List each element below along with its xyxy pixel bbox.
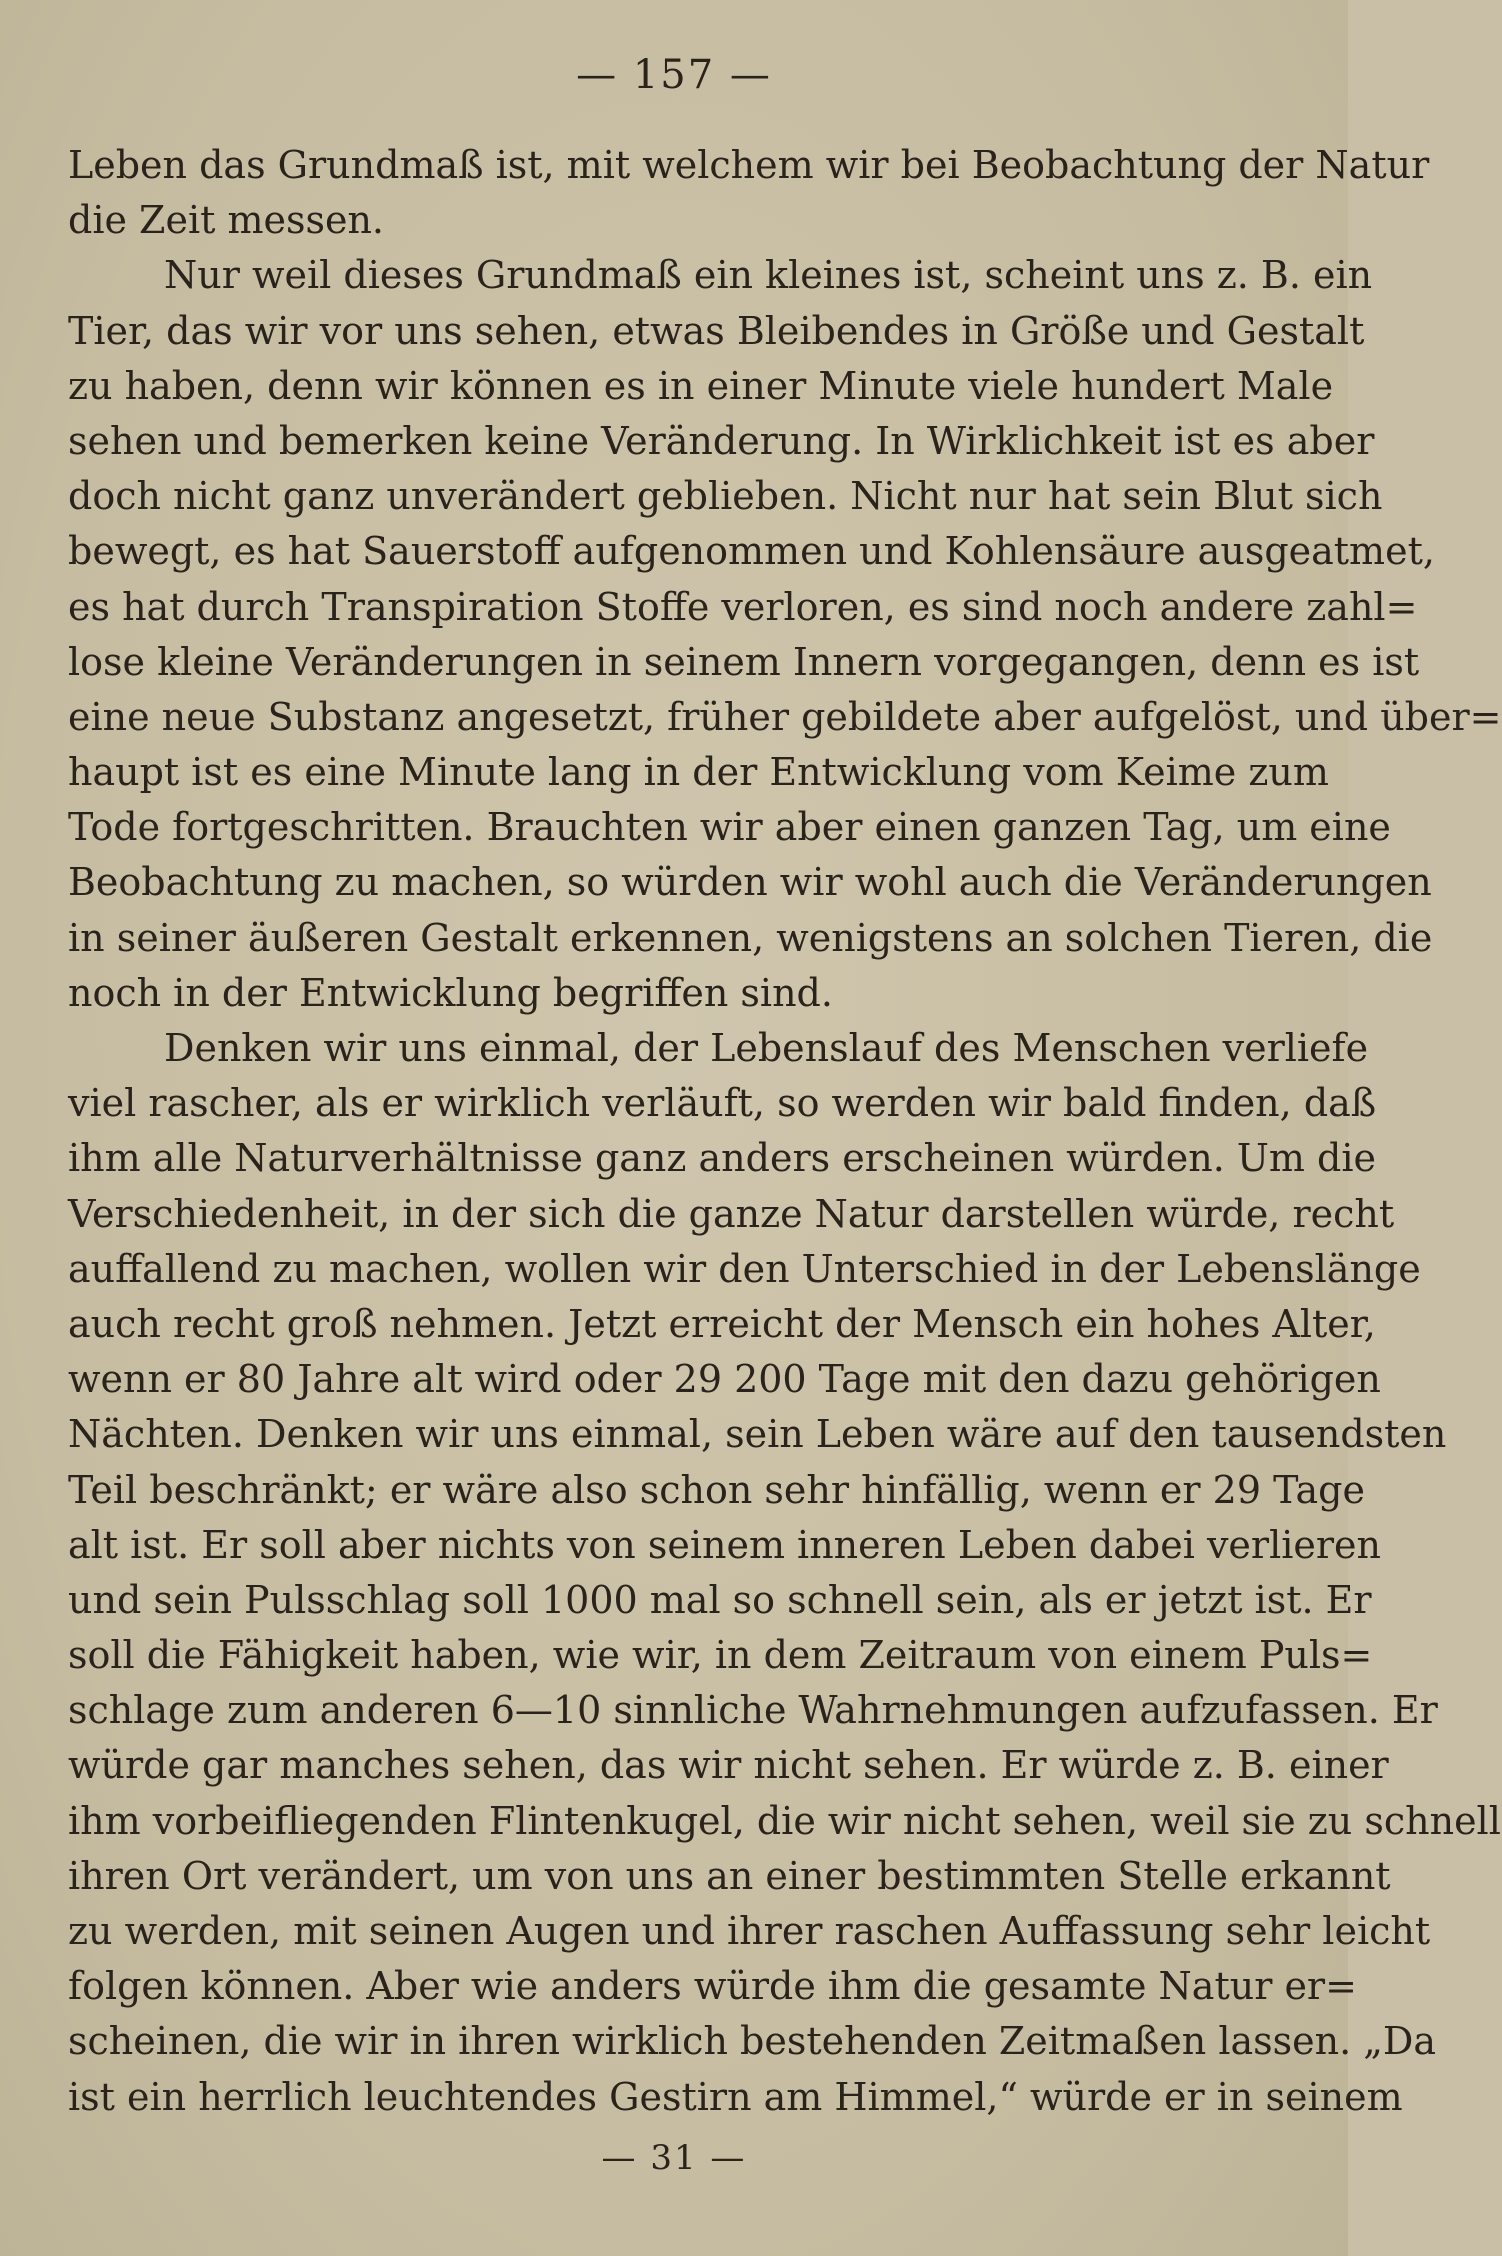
text-line: bewegt, es hat Sauerstoff aufgenommen und Kohlensäure ausgeatmet,	[68, 529, 1435, 574]
text-line: scheinen, die wir in ihren wirklich bestehenden Zeitmaßen lassen. „Da	[68, 2019, 1437, 2064]
text-line: die Zeit messen.	[68, 198, 385, 243]
text-line: eine neue Substanz angesetzt, früher gebildete aber aufgelöst, und über=	[68, 694, 1502, 739]
text-line: und sein Pulsschlag soll 1000 mal so schnell sein, als er jetzt ist. Er	[68, 1577, 1372, 1622]
text-line: Leben das Grundmaß ist, mit welchem wir bei Beobachtung der Natur	[68, 143, 1430, 187]
text-line: ihren Ort verändert, um von uns an einer bestimmten Stelle erkannt	[68, 1853, 1391, 1898]
text-line: Nächten. Denken wir uns einmal, sein Leben wäre auf den tausendsten	[68, 1412, 1447, 1457]
text-line: soll die Fähigkeit haben, wie wir, in dem Zeitraum von einem Puls=	[68, 1633, 1373, 1678]
text-line: Tier, das wir vor uns sehen, etwas Bleibendes in Größe und Gestalt	[68, 308, 1365, 353]
text-line: Tode fortgeschritten. Brauchten wir aber einen ganzen Tag, um eine	[68, 805, 1391, 850]
text-line: Denken wir uns einmal, der Lebenslauf des Menschen verliefe	[164, 1026, 1369, 1070]
text-line: ist ein herrlich leuchtendes Gestirn am Himmel,“ würde er in seinem	[68, 2074, 1403, 2119]
signature-mark: — 31 —	[601, 2138, 747, 2178]
text-line: ihm vorbeifliegenden Flintenkugel, die wir nicht sehen, weil sie zu schnell	[68, 1798, 1501, 1843]
text-line: es hat durch Transpiration Stoffe verloren, es sind noch andere zahl=	[68, 584, 1418, 629]
text-line: doch nicht ganz unverändert geblieben. Nicht nur hat sein Blut sich	[68, 474, 1383, 519]
text-line: Nur weil dieses Grundmaß ein kleines ist, scheint uns z. B. ein	[164, 253, 1373, 298]
text-line: auffallend zu machen, wollen wir den Unterschied in der Lebenslänge	[68, 1246, 1421, 1291]
body-text	[68, 138, 1502, 2125]
text-line: schlage zum anderen 6—10 sinnliche Wahrnehmungen aufzufassen. Er	[68, 1688, 1438, 1733]
text-line: viel rascher, als er wirklich verläuft, so werden wir bald finden, daß	[68, 1081, 1377, 1126]
text-line: würde gar manches sehen, das wir nicht sehen. Er würde z. B. einer	[68, 1743, 1389, 1788]
text-line: alt ist. Er soll aber nichts von seinem inneren Leben dabei verlieren	[68, 1522, 1382, 1567]
text-line: noch in der Entwicklung begriffen sind.	[68, 970, 833, 1015]
text-line: ihm alle Naturverhältnisse ganz anders erscheinen würden. Um die	[68, 1136, 1376, 1181]
text-line: Beobachtung zu machen, so würden wir wohl auch die Veränderungen	[68, 860, 1432, 905]
text-line: folgen können. Aber wie anders würde ihm die gesamte Natur er=	[68, 1964, 1357, 2009]
text-line: sehen und bemerken keine Veränderung. In Wirklichkeit ist es aber	[68, 418, 1375, 463]
text-line: zu haben, denn wir können es in einer Minute viele hundert Male	[68, 363, 1334, 408]
text-line: Verschiedenheit, in der sich die ganze Natur darstellen würde, recht	[68, 1191, 1395, 1236]
text-line: lose kleine Veränderungen in seinem Innern vorgegangen, denn es ist	[68, 639, 1420, 684]
text-line: zu werden, mit seinen Augen und ihrer raschen Auffassung sehr leicht	[68, 1909, 1431, 1953]
text-line: Teil beschränkt; er wäre also schon sehr hinfällig, wenn er 29 Tage	[68, 1467, 1365, 1512]
text-line: auch recht groß nehmen. Jetzt erreicht der Mensch ein hohes Alter,	[68, 1301, 1376, 1346]
page-number: — 157 —	[576, 52, 772, 98]
text-line: wenn er 80 Jahre alt wird oder 29 200 Tage mit den dazu gehörigen	[68, 1357, 1381, 1402]
text-line: in seiner äußeren Gestalt erkennen, wenigstens an solchen Tieren, die	[68, 915, 1433, 960]
text-line: haupt ist es eine Minute lang in der Entwicklung vom Keime zum	[68, 750, 1329, 795]
